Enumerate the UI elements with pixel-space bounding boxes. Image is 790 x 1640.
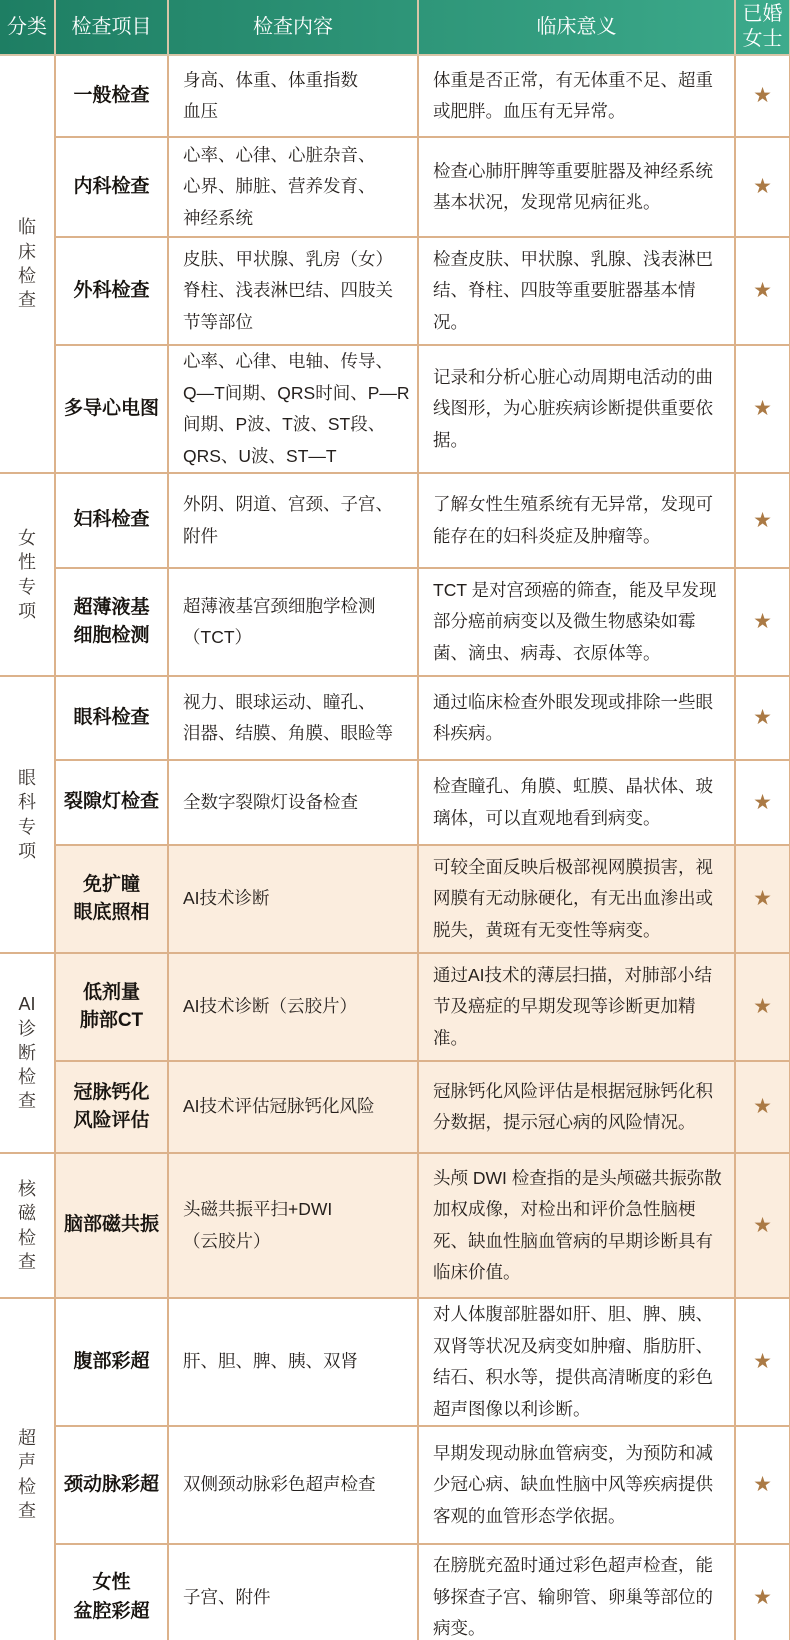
exam-content: AI技术诊断（云胶片） bbox=[168, 953, 418, 1061]
exam-item-name: 妇科检查 bbox=[55, 473, 168, 568]
included-cell bbox=[735, 473, 790, 568]
clinical-significance: 了解女性生殖系统有无异常，发现可能存在的妇科炎症及肿瘤等。 bbox=[418, 473, 735, 568]
included-cell bbox=[735, 1153, 790, 1298]
clinical-significance: 通过临床检查外眼发现或排除一些眼科疾病。 bbox=[418, 676, 735, 760]
exam-item-name: 裂隙灯检查 bbox=[55, 760, 168, 845]
star-icon: ★ bbox=[753, 508, 772, 532]
included-cell bbox=[735, 760, 790, 845]
included-cell bbox=[735, 953, 790, 1061]
exam-item-name: 内科检查 bbox=[55, 137, 168, 237]
exam-item-name: 一般检查 bbox=[55, 55, 168, 137]
table-row bbox=[0, 568, 790, 676]
header-row bbox=[0, 0, 790, 55]
clinical-significance: 通过AI技术的薄层扫描，对肺部小结节及癌症的早期发现等诊断更加精准。 bbox=[418, 953, 735, 1061]
exam-item-name: 眼科检查 bbox=[55, 676, 168, 760]
table-row bbox=[0, 1544, 790, 1640]
category-cell: 超 声 检 查 bbox=[0, 1298, 55, 1640]
exam-content: 头磁共振平扫+DWI （云胶片） bbox=[168, 1153, 418, 1298]
table-header bbox=[0, 0, 790, 55]
exam-content: 超薄液基宫颈细胞学检测 （TCT） bbox=[168, 568, 418, 676]
included-cell bbox=[735, 568, 790, 676]
exam-content: 心率、心律、电轴、传导、 Q—T间期、QRS时间、P—R 间期、P波、T波、ST段、 QRS、U波、ST—T bbox=[168, 345, 418, 473]
included-cell bbox=[735, 345, 790, 473]
table-row bbox=[0, 760, 790, 845]
header-exam-content: 检查内容 bbox=[168, 0, 418, 55]
star-icon: ★ bbox=[753, 610, 772, 633]
header-married-women: 已婚 女士 bbox=[735, 0, 790, 55]
table-row-highlighted bbox=[0, 1153, 790, 1298]
exam-content: 心率、心律、心脏杂音、 心界、肺脏、营养发育、 神经系统 bbox=[168, 137, 418, 237]
table-row-highlighted bbox=[0, 845, 790, 953]
exam-item-name: 腹部彩超 bbox=[55, 1298, 168, 1426]
star-icon: ★ bbox=[753, 84, 772, 107]
included-cell bbox=[735, 845, 790, 953]
exam-item-name: 冠脉钙化 风险评估 bbox=[55, 1061, 168, 1153]
clinical-significance: 检查皮肤、甲状腺、乳腺、浅表淋巴结、脊柱、四肢等重要脏器基本情况。 bbox=[418, 237, 735, 345]
table-row bbox=[0, 137, 790, 237]
category-cell: 临 床 检 查 bbox=[0, 55, 55, 473]
table-row bbox=[0, 55, 790, 137]
exam-content: 肝、胆、脾、胰、双肾 bbox=[168, 1298, 418, 1426]
exam-content: 双侧颈动脉彩色超声检查 bbox=[168, 1426, 418, 1544]
table-row bbox=[0, 237, 790, 345]
exam-item-name: 女性 盆腔彩超 bbox=[55, 1544, 168, 1640]
exam-content: 身高、体重、体重指数 血压 bbox=[168, 55, 418, 137]
category-cell: 女 性 专 项 bbox=[0, 473, 55, 676]
table-row bbox=[0, 473, 790, 568]
included-cell bbox=[735, 137, 790, 237]
category-cell: AI 诊 断 检 查 bbox=[0, 953, 55, 1153]
clinical-significance: 在膀胱充盈时通过彩色超声检查，能够探查子宫、输卵管、卵巢等部位的病变。 bbox=[418, 1544, 735, 1640]
clinical-significance: 体重是否正常，有无体重不足、超重或肥胖。血压有无异常。 bbox=[418, 55, 735, 137]
exam-content: AI技术诊断 bbox=[168, 845, 418, 953]
table-row bbox=[0, 1298, 790, 1426]
clinical-significance: 可较全面反映后极部视网膜损害，视网膜有无动脉硬化，有无出血渗出或脱失，黄斑有无变性等病变。 bbox=[418, 845, 735, 953]
category-cell: 眼 科 专 项 bbox=[0, 676, 55, 953]
star-icon: ★ bbox=[753, 279, 772, 302]
star-icon: ★ bbox=[753, 1350, 772, 1373]
clinical-significance: 冠脉钙化风险评估是根据冠脉钙化积分数据，提示冠心病的风险情况。 bbox=[418, 1061, 735, 1153]
table-row bbox=[0, 676, 790, 760]
exam-content: 皮肤、甲状腺、乳房（女） 脊柱、浅表淋巴结、四肢关 节等部位 bbox=[168, 237, 418, 345]
star-icon: ★ bbox=[753, 175, 772, 198]
clinical-significance: TCT 是对宫颈癌的筛查，能及早发现部分癌前病变以及微生物感染如霉菌、滴虫、病毒、衣原体等。 bbox=[418, 568, 735, 676]
included-cell bbox=[735, 1061, 790, 1153]
clinical-significance: 头颅 DWI 检查指的是头颅磁共振弥散加权成像，对检出和评价急性脑梗死、缺血性脑血管病的早期诊断具有临床价值。 bbox=[418, 1153, 735, 1298]
header-category: 分类 bbox=[0, 0, 55, 55]
exam-item-name: 免扩瞳 眼底照相 bbox=[55, 845, 168, 953]
included-cell bbox=[735, 1298, 790, 1426]
star-icon: ★ bbox=[753, 1095, 772, 1118]
clinical-significance: 对人体腹部脏器如肝、胆、脾、胰、双肾等状况及病变如肿瘤、脂肪肝、结石、积水等，提供高清晰度的彩色超声图像以利诊断。 bbox=[418, 1298, 735, 1426]
exam-item-name: 多导心电图 bbox=[55, 345, 168, 473]
included-cell bbox=[735, 1544, 790, 1640]
clinical-significance: 记录和分析心脏心动周期电活动的曲线图形，为心脏疾病诊断提供重要依据。 bbox=[418, 345, 735, 473]
included-cell bbox=[735, 237, 790, 345]
exam-content: 子宫、附件 bbox=[168, 1544, 418, 1640]
star-icon: ★ bbox=[753, 1585, 772, 1609]
included-cell bbox=[735, 1426, 790, 1544]
exam-item-name: 颈动脉彩超 bbox=[55, 1426, 168, 1544]
header-exam-item: 检查项目 bbox=[55, 0, 168, 55]
exam-content: 外阴、阴道、宫颈、子宫、 附件 bbox=[168, 473, 418, 568]
clinical-significance: 检查心肺肝脾等重要脏器及神经系统基本状况，发现常见病征兆。 bbox=[418, 137, 735, 237]
table-row-highlighted bbox=[0, 953, 790, 1061]
star-icon: ★ bbox=[753, 887, 772, 910]
star-icon: ★ bbox=[753, 790, 772, 814]
exam-item-name: 低剂量 肺部CT bbox=[55, 953, 168, 1061]
exam-content: 视力、眼球运动、瞳孔、 泪器、结膜、角膜、眼睑等 bbox=[168, 676, 418, 760]
star-icon: ★ bbox=[753, 397, 772, 420]
exam-content: AI技术评估冠脉钙化风险 bbox=[168, 1061, 418, 1153]
table-row bbox=[0, 1426, 790, 1544]
exam-item-name: 外科检查 bbox=[55, 237, 168, 345]
category-cell: 核 磁 检 查 bbox=[0, 1153, 55, 1298]
table-row bbox=[0, 345, 790, 473]
star-icon: ★ bbox=[753, 1213, 772, 1237]
star-icon: ★ bbox=[753, 995, 772, 1018]
exam-item-name: 脑部磁共振 bbox=[55, 1153, 168, 1298]
clinical-significance: 检查瞳孔、角膜、虹膜、晶状体、玻璃体，可以直观地看到病变。 bbox=[418, 760, 735, 845]
included-cell bbox=[735, 676, 790, 760]
table-row-highlighted bbox=[0, 1061, 790, 1153]
header-clinical-significance: 临床意义 bbox=[418, 0, 735, 55]
clinical-significance: 早期发现动脉血管病变，为预防和减少冠心病、缺血性脑中风等疾病提供客观的血管形态学依据。 bbox=[418, 1426, 735, 1544]
included-cell bbox=[735, 55, 790, 137]
exam-content: 全数字裂隙灯设备检查 bbox=[168, 760, 418, 845]
star-icon: ★ bbox=[753, 706, 772, 729]
exam-item-name: 超薄液基 细胞检测 bbox=[55, 568, 168, 676]
star-icon: ★ bbox=[753, 1473, 772, 1496]
